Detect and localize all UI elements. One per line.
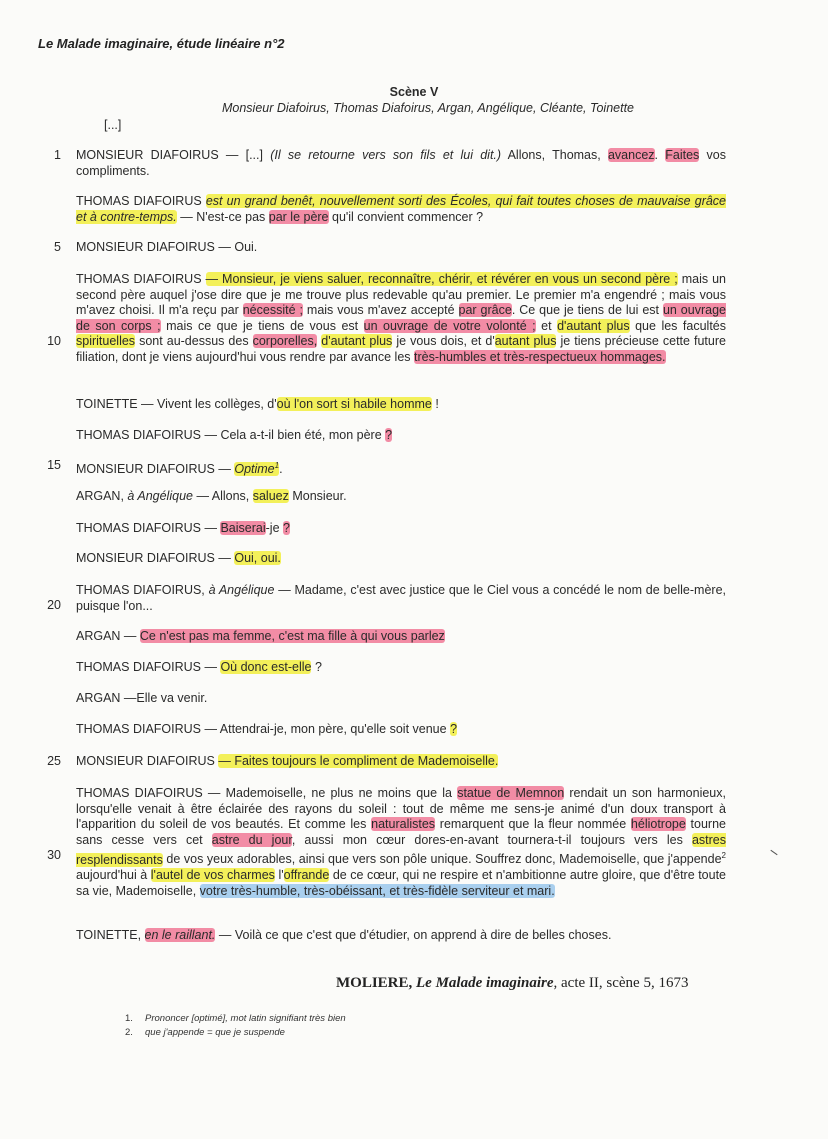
- speech-argan-2: ARGAN — Ce n'est pas ma femme, c'est ma fille à qui vous parlez: [76, 629, 445, 643]
- speech-thomas-4: THOMAS DIAFOIRUS, à Angélique — Madame, c'est avec justice que le Ciel vous a concédé le nom de belle-mère, puisque l'on...: [76, 583, 726, 613]
- speech-thomas-5: THOMAS DIAFOIRUS — Où donc est-elle ?: [76, 660, 322, 674]
- footnote-1: 1. Prononcer [optimé], mot latin signifiant très bien: [125, 1013, 346, 1024]
- speech-monsieur-diafoirus-4: MONSIEUR DIAFOIRUS — Oui, oui.: [76, 551, 281, 565]
- line-number: 1: [54, 148, 61, 162]
- line-number: 20: [47, 598, 61, 612]
- speech-argan-3: ARGAN —Elle va venir.: [76, 691, 208, 705]
- footnote-2: 2. que j'appende = que je suspende: [125, 1027, 285, 1038]
- speech-toinette-2: TOINETTE, en le raillant. — Voilà ce que c'est que d'étudier, on apprend à dire de belles choses.: [76, 928, 612, 942]
- speech-monsieur-diafoirus-3: MONSIEUR DIAFOIRUS — Optime$^1$.: [76, 461, 283, 477]
- line-number: 30: [47, 848, 61, 862]
- speech-monsieur-diafoirus-5: MONSIEUR DIAFOIRUS — Faites toujours le compliment de Mademoiselle.: [76, 754, 499, 768]
- speech-monsieur-diafoirus-2: MONSIEUR DIAFOIRUS — Oui.: [76, 240, 258, 254]
- ellipsis: [...]: [104, 118, 122, 132]
- scene-title: Scène V: [389, 85, 439, 99]
- speech-monsieur-diafoirus-1: MONSIEUR DIAFOIRUS — [...] (Il se retourne vers son fils et lui dit.) Allons, Thomas, avancez. Faites vos compliments.: [76, 148, 726, 178]
- line-number: 25: [47, 754, 61, 768]
- speech-thomas-6: THOMAS DIAFOIRUS — Attendrai-je, mon père, qu'elle soit venue ?: [76, 722, 458, 736]
- speech-thomas-1: THOMAS DIAFOIRUS est un grand benêt, nouvellement sorti des Écoles, qui fait toutes choses de mauvaise grâce et à contre-temps. — N'est-ce pas par le père qu'il convient commencer ?: [76, 194, 727, 224]
- speech-thomas-2: THOMAS DIAFOIRUS — Cela a-t-il bien été, mon père ?: [76, 428, 393, 442]
- speech-toinette-1: TOINETTE — Vivent les collèges, d'où l'on sort si habile homme !: [76, 397, 439, 411]
- speech-thomas-3: THOMAS DIAFOIRUS — Baiserai-je ?: [76, 521, 290, 535]
- speech-thomas-compliment-father: THOMAS DIAFOIRUS — Monsieur, je viens saluer, reconnaître, chérir, et révérer en vous un second père ; mais un second père auquel j'ose dire que je me trouve plus redevable qu'au premier. Le premier m'a engendré ; mais vous m'avez choisi. Il m'a reçu par nécessité ; mais vous m'avez accepté par grâce. Ce que je tiens de lui est un ouvrage de son corps ; mais ce que je tiens de vous est un ouvrage de votre volonté ; et d'autant plus que les facultés spirituelles sont au-dessus des corporelles, d'autant plus je vous dois, et d'autant plus je tiens précieuse cette future filiation, dont je viens aujourd'hui vous rendre par avance les très-humbles et très-respectueux hommages.: [76, 272, 727, 364]
- line-number: 5: [54, 240, 61, 254]
- document-header: Le Malade imaginaire, étude linéaire n°2: [38, 36, 285, 51]
- speech-argan-1: ARGAN, à Angélique — Allons, saluez Monsieur.: [76, 489, 347, 503]
- character-list: Monsieur Diafoirus, Thomas Diafoirus, Argan, Angélique, Cléante, Toinette: [221, 101, 635, 115]
- margin-mark: [770, 850, 777, 855]
- speech-thomas-compliment-angelique: THOMAS DIAFOIRUS — Mademoiselle, ne plus ne moins que la statue de Memnon rendait un son harmonieux, lorsqu'elle venait à être éclairée des rayons du soleil : tout de même me sens-je animé d'un doux transport à l'apparition du soleil de vos beautés. Et comme les naturalistes remarquent que la fleur nommée héliotrope tourne sans cesse vers cet astre du jour, aussi mon cœur dores-en-avant tournera-t-il toujours vers les astres resplendissants de vos yeux adorables, ainsi que vers son pôle unique. Souffrez donc, Mademoiselle, que j'appende$^2$ aujourd'hui à l'autel de vos charmes l'offrande de ce cœur, qui ne respire et n'ambitionne autre gloire, que d'être toute sa vie, Mademoiselle, votre très-humble, très-obéissant, et très-fidèle serviteur et mari.: [76, 786, 727, 898]
- source-citation: MOLIERE, Le Malade imaginaire, acte II, scène 5, 1673: [336, 975, 689, 991]
- line-number: 15: [47, 458, 61, 472]
- line-number: 10: [47, 334, 61, 348]
